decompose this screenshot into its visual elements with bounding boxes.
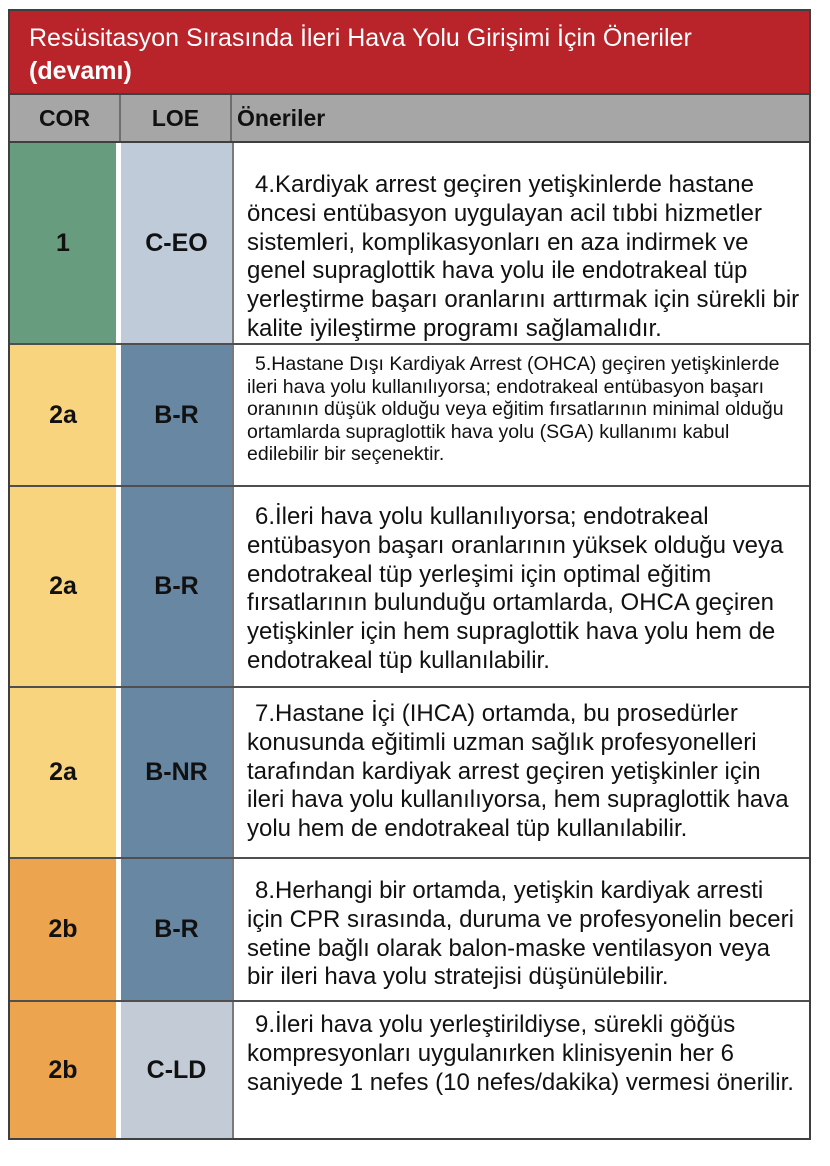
table-row xyxy=(10,143,809,343)
cor-cell: 2b xyxy=(10,1002,116,1138)
loe-cell: B-R xyxy=(121,345,232,485)
table-row xyxy=(10,343,809,485)
recommendation-cell xyxy=(232,688,809,857)
cor-cell: 1 xyxy=(10,143,116,343)
table-title-bar xyxy=(10,11,809,95)
recommendation-text: 5.Hastane Dışı Kardiyak Arrest (OHCA) geçiren yetişkinlerde ileri hava yolu kullanılıyorsa; endotrakeal entübasyon başarı oranının düşük olduğu veya eğitim fırsatlarının minimal olduğu ortamlarda supraglottik hava yolu (SGA) kullanımı kabul edilebilir bir seçenektir. xyxy=(247,353,784,466)
recommendation-text: 7.Hastane İçi (IHCA) ortamda, bu prosedürler konusunda eğitimli uzman sağlık profesyonelleri tarafından kardiyak arrest geçiren yetişkinler için ileri hava yolu kullanılıyorsa, hem supraglottik hava yolu hem de endotrakeal tüp kullanılabilir. xyxy=(247,700,789,843)
column-header-row xyxy=(10,95,809,143)
loe-cell: B-NR xyxy=(121,688,232,857)
cor-cell: 2a xyxy=(10,688,116,857)
table-row xyxy=(10,1000,809,1138)
cor-cell: 2a xyxy=(10,345,116,485)
loe-cell: B-R xyxy=(121,487,232,686)
cor-cell: 2a xyxy=(10,487,116,686)
recommendation-text: 9.İleri hava yolu yerleştirildiyse, sürekli göğüs kompresyonları uygulanırken klinisyenin her 6 saniyede 1 nefes (10 nefes/dakika) vermesi önerilir. xyxy=(247,1011,794,1096)
table-title-line2: (devamı) xyxy=(29,57,132,86)
cor-cell: 2b xyxy=(10,859,116,1000)
table-row xyxy=(10,485,809,686)
table-title-line1: Resüsitasyon Sırasında İleri Hava Yolu Girişimi İçin Öneriler xyxy=(29,24,692,52)
table-row xyxy=(10,857,809,1000)
column-header-recommendations: Öneriler xyxy=(237,104,326,131)
table-body xyxy=(10,143,809,1138)
loe-cell: C-LD xyxy=(121,1002,232,1138)
column-header-cor: COR xyxy=(10,95,121,141)
recommendation-cell xyxy=(232,859,809,1000)
recommendation-text: 8.Herhangi bir ortamda, yetişkin kardiyak arresti için CPR sırasında, duruma ve profesyonelin beceri setine bağlı olarak balon-maske ventilasyon veya bir ileri hava yolu stratejisi düşünülebilir. xyxy=(247,877,794,991)
recommendations-table xyxy=(8,9,811,1140)
recommendation-cell xyxy=(232,345,809,485)
recommendation-cell xyxy=(232,143,809,343)
recommendation-text: 6.İleri hava yolu kullanılıyorsa; endotrakeal entübasyon başarı oranlarının yüksek olduğu veya endotrakeal tüp yerleşimi için optimal eğitim fırsatlarının bulunduğu ortamlarda, OHCA geçiren yetişkinler için hem supraglottik hava yolu hem de endotrakeal tüp kullanılabilir. xyxy=(247,503,784,674)
column-header-loe: LOE xyxy=(121,95,232,141)
loe-cell: C-EO xyxy=(121,143,232,343)
loe-cell: B-R xyxy=(121,859,232,1000)
recommendation-cell xyxy=(232,487,809,686)
recommendation-text: 4.Kardiyak arrest geçiren yetişkinlerde hastane öncesi entübasyon uygulayan acil tıbbi hizmetler sistemleri, komplikasyonları en aza indirmek ve genel supraglottik hava yolu ile endotrakeal tüp yerleştirme başarı oranlarını arttırmak için sürekli bir kalite iyileştirme programı sağlamalıdır. xyxy=(247,171,800,342)
table-row xyxy=(10,686,809,857)
recommendation-cell xyxy=(232,1002,809,1138)
